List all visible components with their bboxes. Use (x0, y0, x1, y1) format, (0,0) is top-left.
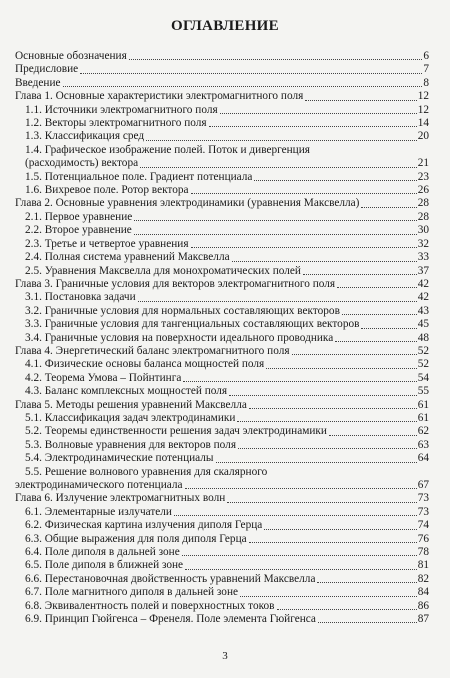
dot-leader (329, 434, 417, 436)
toc-page-number: 28 (417, 210, 429, 223)
toc-entry-text: 1.4. Графическое изображение полей. Поток и дивергенция (25, 143, 310, 156)
toc-page-number: 6 (423, 50, 429, 62)
toc-entry-text: Глава 5. Методы решения уравнений Максвелла (15, 398, 247, 411)
toc-chapter-entry (15, 345, 429, 358)
toc-page-number: 64 (417, 452, 429, 465)
toc-page-number: 84 (417, 586, 429, 599)
toc-entry-text: Предисловие (15, 63, 79, 76)
toc-chapter-entry (15, 399, 429, 412)
dot-leader (342, 313, 417, 315)
toc-entry-text: 1.3. Классификация сред (25, 130, 145, 143)
toc-entry-text: 2.2. Второе уравнение (25, 224, 132, 237)
toc-page-number: 28 (417, 197, 429, 210)
toc-section-entry (15, 224, 429, 237)
toc-entry-text: Введение (15, 76, 61, 89)
toc-section-entry (15, 130, 429, 143)
toc-section-entry (15, 600, 429, 613)
toc-entry-text: 4.2. Теорема Умова – Пойнтинга (25, 371, 182, 384)
toc-page-number: 21 (417, 157, 429, 170)
toc-page-number: 33 (417, 251, 429, 264)
toc-section-entry (15, 318, 429, 331)
dot-leader (303, 273, 417, 275)
toc-section-entry (15, 184, 429, 197)
toc-section-entry (15, 573, 429, 586)
toc-page-number: 14 (417, 117, 429, 130)
dot-leader (277, 608, 417, 610)
toc-section-entry (15, 104, 429, 117)
toc-entry-text: 1.2. Векторы электромагнитного поля (25, 117, 207, 130)
dot-leader (292, 353, 417, 355)
toc-entry-text: Глава 4. Энергетический баланс электромагнитного поля (15, 344, 290, 357)
toc-entry-text: 5.5. Решение волнового уравнения для скалярного (25, 465, 268, 478)
toc-page-number: 48 (417, 331, 429, 344)
toc-section-entry (15, 412, 429, 425)
dot-leader (229, 394, 417, 396)
toc-page-number: 54 (417, 371, 429, 384)
toc-page-number: 52 (417, 344, 429, 357)
toc-page-number: 67 (417, 479, 429, 491)
toc-entry-multiline (15, 466, 429, 493)
toc-chapter-entry (15, 63, 429, 76)
toc-page-number: 7 (423, 63, 429, 76)
toc-page-number: 23 (417, 170, 429, 183)
dot-leader (249, 407, 417, 409)
toc-chapter-entry (15, 77, 429, 90)
toc-entry-text: 3.4. Граничные условия на поверхности идеального проводника (25, 331, 334, 344)
dot-leader (318, 621, 417, 623)
toc-page-number: 37 (417, 264, 429, 277)
toc-page-number: 55 (417, 385, 429, 398)
toc-page-number: 74 (417, 519, 429, 532)
dot-leader (237, 420, 416, 422)
dot-leader (305, 99, 416, 101)
toc-entry-text: 6.7. Поле магнитного диполя в дальней зоне (25, 586, 239, 599)
toc-page-number: 42 (417, 277, 429, 290)
toc-chapter-entry (15, 197, 429, 210)
toc-entry-text-continued: электродинамического потенциала (15, 479, 183, 491)
dot-leader (140, 166, 417, 168)
dot-leader (185, 487, 417, 489)
dot-leader (191, 192, 417, 194)
dot-leader (254, 179, 416, 181)
toc-page-number: 63 (417, 438, 429, 451)
toc-page-number: 87 (417, 613, 429, 626)
toc-page-number: 82 (417, 572, 429, 585)
dot-leader (264, 528, 416, 530)
toc-entry-text: 5.2. Теоремы единственности решения задач электродинамики (25, 425, 327, 438)
dot-leader (238, 447, 417, 449)
toc-entry-text: Глава 3. Граничные условия для векторов электромагнитного поля (15, 277, 336, 290)
toc-section-entry (15, 533, 429, 546)
toc-section-entry (15, 439, 429, 452)
toc-page-number: 20 (417, 130, 429, 143)
toc-entry-text: 6.4. Поле диполя в дальней зоне (25, 546, 180, 559)
dot-leader (191, 246, 417, 248)
dot-leader (183, 380, 416, 382)
toc-entry-text: 6.9. Принцип Гюйгенса – Френеля. Поле элемента Гюйгенса (25, 613, 316, 626)
toc-entry-text: Основные обозначения (15, 50, 127, 62)
toc-section-entry (15, 519, 429, 532)
page-number: 3 (222, 650, 228, 662)
toc-entry-text: 4.1. Физические основы баланса мощностей поля (25, 358, 265, 371)
toc-entry-text: 5.1. Классификация задач электродинамики (25, 411, 236, 424)
toc-page-number: 12 (417, 90, 429, 103)
toc-entry-text: 2.5. Уравнения Максвелла для монохроматических полей (25, 264, 301, 277)
toc-entry-text: 2.1. Первое уравнение (25, 210, 133, 223)
table-of-contents (15, 50, 429, 626)
toc-entry-text: 1.6. Вихревое поле. Ротор вектора (25, 184, 189, 197)
dot-leader (232, 260, 417, 262)
toc-section-entry (15, 265, 429, 278)
toc-section-entry (15, 372, 429, 385)
toc-entry-text: 6.2. Физическая картина излучения диполя Герца (25, 519, 263, 532)
toc-chapter-entry (15, 50, 429, 63)
toc-entry-multiline (15, 144, 429, 171)
dot-leader (146, 139, 417, 141)
dot-leader (134, 219, 416, 221)
toc-entry-text: Глава 6. Излучение электромагнитных волн (15, 492, 226, 505)
toc-page-number: 86 (417, 599, 429, 612)
toc-entry-text: 6.6. Перестановочная двойственность уравнений Максвелла (25, 572, 316, 585)
dot-leader (216, 461, 417, 463)
toc-entry-text: 6.3. Общие выражения для поля диполя Герца (25, 532, 247, 545)
toc-page-number: 45 (417, 318, 429, 331)
toc-chapter-entry (15, 90, 429, 103)
toc-section-entry (15, 559, 429, 572)
toc-section-entry (15, 506, 429, 519)
toc-section-entry (15, 385, 429, 398)
dot-leader (138, 300, 417, 302)
toc-section-entry (15, 332, 429, 345)
toc-section-entry (15, 117, 429, 130)
dot-leader (361, 206, 416, 208)
toc-section-entry (15, 171, 429, 184)
toc-entry-text: Глава 1. Основные характеристики электромагнитного поля (15, 90, 304, 103)
toc-entry-text: 2.4. Полная система уравнений Максвелла (25, 251, 230, 264)
toc-page-number: 61 (417, 398, 429, 411)
dot-leader (209, 125, 417, 127)
toc-entry-text: 3.2. Граничные условия для нормальных составляющих векторов (25, 304, 340, 317)
toc-chapter-entry (15, 492, 429, 505)
toc-section-entry (15, 586, 429, 599)
toc-page-number: 81 (417, 559, 429, 572)
dot-leader (134, 233, 417, 235)
dot-leader (174, 514, 417, 516)
toc-page-number: 8 (423, 76, 429, 89)
dot-leader (185, 568, 417, 570)
dot-leader (240, 595, 417, 597)
toc-entry-text: 6.5. Поле диполя в ближней зоне (25, 559, 184, 572)
toc-page-number: 78 (417, 546, 429, 559)
dot-leader (337, 286, 417, 288)
toc-entry-text: 5.3. Волновые уравнения для векторов поля (25, 438, 237, 451)
dot-leader (129, 58, 423, 60)
toc-page-number: 43 (417, 304, 429, 317)
toc-entry-text: 5.4. Электродинамические потенциалы (25, 452, 214, 465)
toc-page-number: 62 (417, 425, 429, 438)
toc-page-number: 73 (417, 505, 429, 518)
toc-entry-text: 3.3. Граничные условия для тангенциальных составляющих векторов (25, 318, 360, 331)
toc-section-entry (15, 358, 429, 371)
toc-entry-text: Глава 2. Основные уравнения электродинамики (уравнения Максвелла) (15, 197, 360, 210)
toc-section-entry (15, 211, 429, 224)
toc-page-number: 12 (417, 103, 429, 116)
toc-entry-text: 2.3. Третье и четвертое уравнения (25, 237, 189, 250)
dot-leader (80, 72, 422, 74)
toc-entry-text: 1.1. Источники электромагнитного поля (25, 103, 218, 116)
toc-page-number: 32 (417, 237, 429, 250)
dot-leader (182, 554, 417, 556)
toc-section-entry (15, 613, 429, 626)
dot-leader (227, 501, 416, 503)
toc-section-entry (15, 546, 429, 559)
toc-entry-text-continued: (расходимость) вектора (25, 157, 139, 170)
dot-leader (266, 367, 416, 369)
toc-entry-text: 3.1. Постановка задачи (25, 291, 136, 304)
toc-section-entry (15, 305, 429, 318)
dot-leader (361, 327, 416, 329)
toc-page-number: 42 (417, 291, 429, 304)
toc-page-number: 61 (417, 411, 429, 424)
toc-entry-text: 6.1. Элементарные излучатели (25, 505, 172, 518)
toc-section-entry (15, 291, 429, 304)
dot-leader (63, 85, 423, 87)
toc-entry-text: 1.5. Потенциальное поле. Градиент потенциала (25, 170, 253, 183)
dot-leader (220, 112, 417, 114)
dot-leader (317, 581, 416, 583)
toc-page-number: 30 (417, 224, 429, 237)
page-title: ОГЛАВЛЕНИЕ (171, 18, 279, 34)
dot-leader (335, 340, 416, 342)
toc-section-entry (15, 251, 429, 264)
toc-section-entry (15, 425, 429, 438)
toc-entry-text: 4.3. Баланс комплексных мощностей поля (25, 385, 228, 398)
toc-chapter-entry (15, 278, 429, 291)
toc-page-number: 26 (417, 184, 429, 197)
toc-section-entry (15, 238, 429, 251)
toc-page-number: 76 (417, 532, 429, 545)
dot-leader (249, 541, 417, 543)
toc-entry-text: 6.8. Эквивалентность полей и поверхностных токов (25, 599, 275, 612)
toc-section-entry (15, 452, 429, 465)
toc-page-number: 52 (417, 358, 429, 371)
toc-page-number: 73 (417, 492, 429, 505)
